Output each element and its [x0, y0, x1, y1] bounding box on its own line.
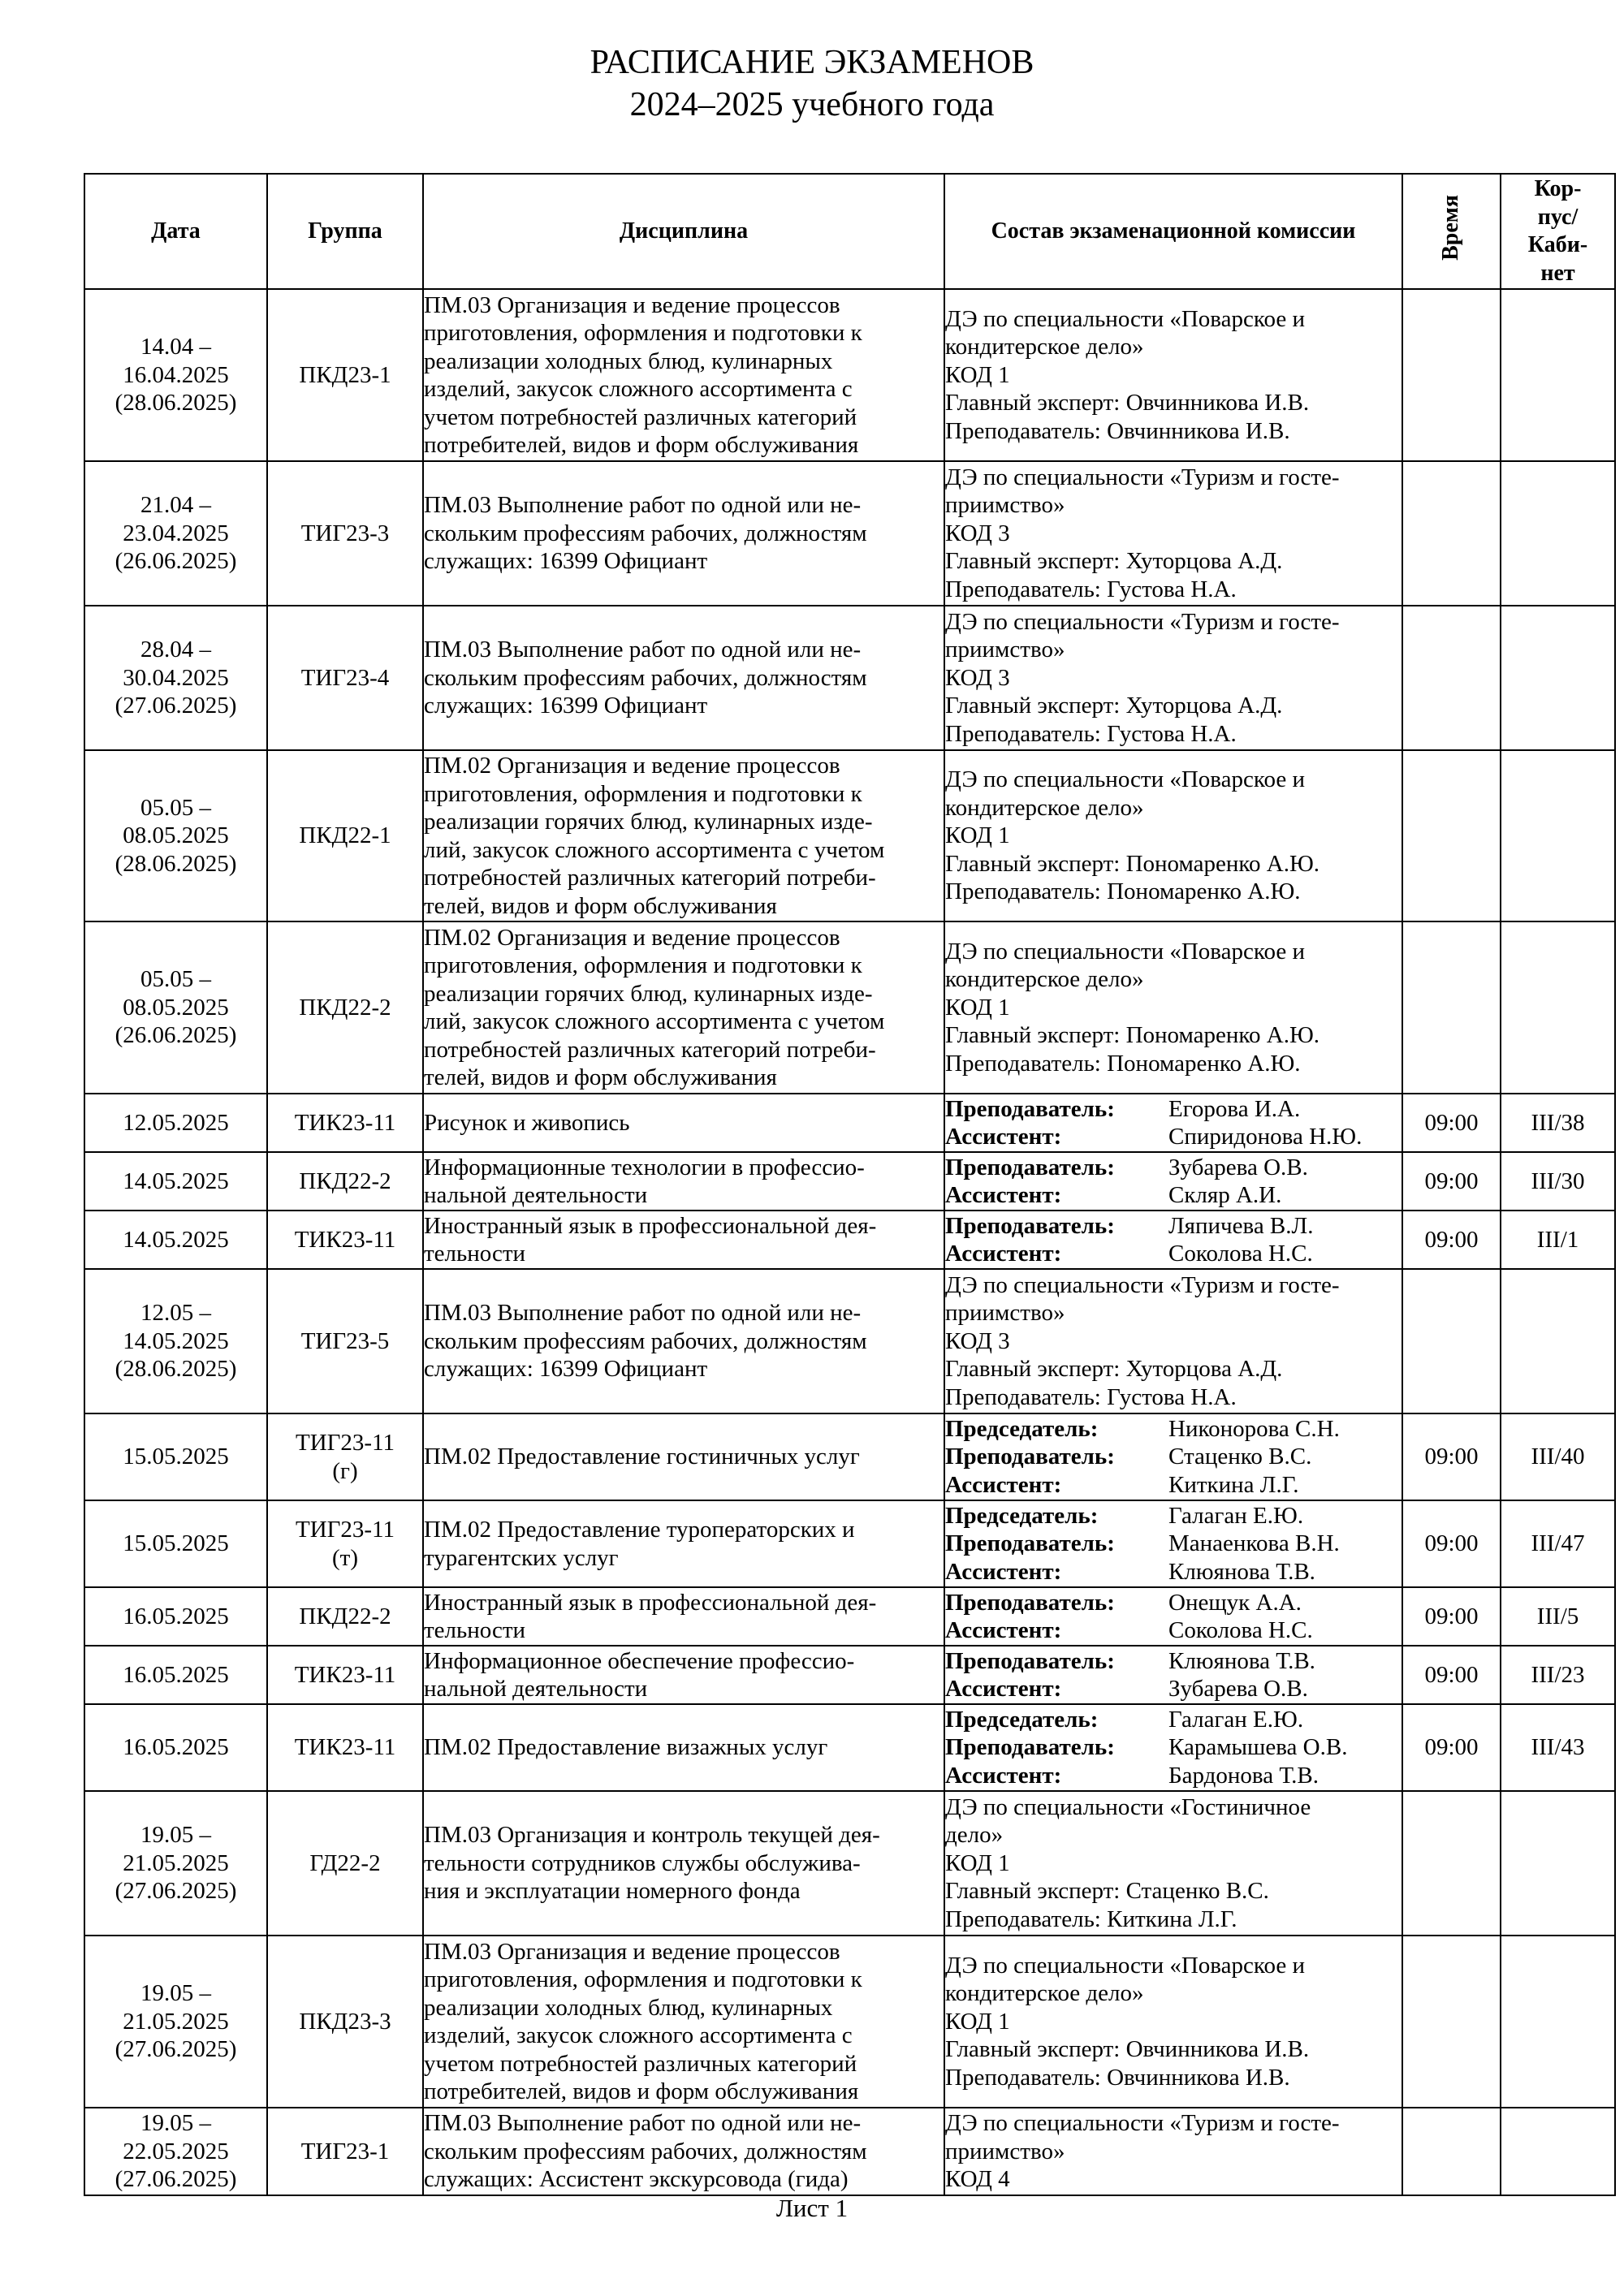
cell-group: ПКД22-2 — [267, 921, 423, 1094]
cell-time: 09:00 — [1402, 1413, 1501, 1500]
cell-time: 09:00 — [1402, 1587, 1501, 1646]
cell-group: ТИГ23-3 — [267, 461, 423, 606]
cell-commission — [944, 1500, 1402, 1587]
cell-time: 09:00 — [1402, 1211, 1501, 1269]
cell-time: 09:00 — [1402, 1094, 1501, 1152]
cell-date: 14.04 – 16.04.2025 (28.06.2025) — [84, 289, 267, 461]
member-name: Карамышева О.В. — [1168, 1734, 1348, 1761]
cell-date: 21.04 – 23.04.2025 (26.06.2025) — [84, 461, 267, 606]
member-role: Преподаватель: — [945, 1154, 1115, 1180]
cell-commission — [944, 1704, 1402, 1791]
cell-discipline: Информационные технологии в профессио- нальной деятельности — [423, 1152, 944, 1211]
cell-room — [1501, 461, 1615, 606]
cell-room — [1501, 1269, 1615, 1413]
commission-member — [945, 1675, 1402, 1703]
member-role: Председатель: — [945, 1502, 1099, 1529]
cell-discipline: ПМ.03 Выполнение работ по одной или не- скольким профессиям рабочих, должностям служащих: 16399 Официант — [423, 1269, 944, 1413]
cell-room: III/38 — [1501, 1094, 1615, 1152]
member-name: Ляпичева В.Л. — [1168, 1212, 1314, 1239]
commission-member — [945, 1415, 1402, 1444]
cell-group: ТИГ23-11 (т) — [267, 1500, 423, 1587]
cell-discipline: ПМ.02 Организация и ведение процессов приготовления, оформления и подготовки к реализации горячих блюд, кулинарных изде- лий, закусок сложного ассортимента с учетом потребностей различных категорий потреби- телей, видов и форм обслуживания — [423, 750, 944, 921]
cell-commission — [944, 1413, 1402, 1500]
header-group: Группа — [267, 174, 423, 289]
table-row — [84, 1646, 1615, 1704]
commission-member — [945, 1762, 1402, 1790]
commission-member — [945, 1706, 1402, 1734]
cell-time: 09:00 — [1402, 1646, 1501, 1704]
cell-group: ТИК23-11 — [267, 1094, 423, 1152]
commission-member — [945, 1733, 1402, 1762]
cell-time — [1402, 606, 1501, 750]
member-role: Преподаватель: — [945, 1212, 1115, 1239]
member-name: Соколова Н.С. — [1168, 1241, 1313, 1267]
commission-member — [945, 1589, 1402, 1617]
commission-member — [945, 1154, 1402, 1182]
cell-group: ПКД23-3 — [267, 1936, 423, 2108]
member-name: Клюянова Т.В. — [1168, 1558, 1315, 1585]
cell-group: ТИГ23-1 — [267, 2108, 423, 2195]
cell-discipline: ПМ.03 Выполнение работ по одной или не- скольким профессиям рабочих, должностям служащих: 16399 Официант — [423, 606, 944, 750]
cell-commission — [944, 1587, 1402, 1646]
member-name: Зубарева О.В. — [1168, 1154, 1308, 1180]
member-name: Зубарева О.В. — [1168, 1676, 1308, 1702]
header-discipline: Дисциплина — [423, 174, 944, 289]
table-row — [84, 289, 1615, 461]
member-role: Ассистент: — [945, 1558, 1062, 1585]
commission-member — [945, 1212, 1402, 1241]
cell-date: 05.05 – 08.05.2025 (28.06.2025) — [84, 750, 267, 921]
table-row — [84, 1413, 1615, 1500]
member-name: Скляр А.И. — [1168, 1182, 1282, 1208]
member-role: Преподаватель: — [945, 1734, 1115, 1761]
cell-time — [1402, 289, 1501, 461]
cell-discipline: ПМ.02 Предоставление гостиничных услуг — [423, 1413, 944, 1500]
cell-discipline: ПМ.03 Организация и ведение процессов приготовления, оформления и подготовки к реализации холодных блюд, кулинарных изделий, закусок сложного ассортимента с учетом потребностей различных категорий потребителей, видов и форм обслуживания — [423, 289, 944, 461]
cell-group: ПКД22-2 — [267, 1152, 423, 1211]
member-name: Клюянова Т.В. — [1168, 1647, 1315, 1674]
cell-room: III/47 — [1501, 1500, 1615, 1587]
cell-commission — [944, 1646, 1402, 1704]
cell-commission: ДЭ по специальности «Поварское и кондитерское дело» КОД 1 Главный эксперт: Овчинникова И.В. Преподаватель: Овчинникова И.В. — [944, 289, 1402, 461]
header-date: Дата — [84, 174, 267, 289]
member-name: Соколова Н.С. — [1168, 1617, 1313, 1643]
cell-date: 16.05.2025 — [84, 1646, 267, 1704]
table-row — [84, 1936, 1615, 2108]
member-role: Преподаватель: — [945, 1647, 1115, 1674]
cell-room: III/30 — [1501, 1152, 1615, 1211]
header-time-label: Время — [1438, 194, 1464, 261]
cell-time — [1402, 1791, 1501, 1936]
commission-member — [945, 1558, 1402, 1586]
cell-room — [1501, 921, 1615, 1094]
cell-discipline: ПМ.03 Выполнение работ по одной или не- скольким профессиям рабочих, должностям служащих: Ассистент экскурсовода (гида) — [423, 2108, 944, 2195]
cell-commission: ДЭ по специальности «Поварское и кондитерское дело» КОД 1 Главный эксперт: Овчинникова И.В. Преподаватель: Овчинникова И.В. — [944, 1936, 1402, 2108]
table-row — [84, 1791, 1615, 1936]
cell-date: 16.05.2025 — [84, 1587, 267, 1646]
table-header-row — [84, 174, 1615, 289]
cell-room — [1501, 289, 1615, 461]
cell-room — [1501, 606, 1615, 750]
commission-member — [945, 1530, 1402, 1558]
member-name: Бардонова Т.В. — [1168, 1762, 1320, 1789]
cell-commission: ДЭ по специальности «Туризм и госте- приимство» КОД 3 Главный эксперт: Хуторцова А.Д. Преподаватель: Густова Н.А. — [944, 461, 1402, 606]
cell-group: ГД22-2 — [267, 1791, 423, 1936]
cell-group: ТИК23-11 — [267, 1211, 423, 1269]
table-body — [84, 289, 1615, 2195]
member-role: Преподаватель: — [945, 1589, 1115, 1616]
cell-time: 09:00 — [1402, 1152, 1501, 1211]
cell-group: ТИГ23-5 — [267, 1269, 423, 1413]
member-role: Ассистент: — [945, 1241, 1062, 1267]
cell-date: 15.05.2025 — [84, 1500, 267, 1587]
cell-time — [1402, 1269, 1501, 1413]
cell-date: 19.05 – 22.05.2025 (27.06.2025) — [84, 2108, 267, 2195]
cell-date: 14.05.2025 — [84, 1211, 267, 1269]
cell-group: ТИГ23-11 (г) — [267, 1413, 423, 1500]
table-row — [84, 606, 1615, 750]
cell-group: ПКД22-1 — [267, 750, 423, 921]
cell-time — [1402, 461, 1501, 606]
commission-member — [945, 1616, 1402, 1645]
cell-group: ТИК23-11 — [267, 1646, 423, 1704]
cell-commission: ДЭ по специальности «Гостиничное дело» КОД 1 Главный эксперт: Стаценко В.С. Преподаватель: Киткина Л.Г. — [944, 1791, 1402, 1936]
member-role: Ассистент: — [945, 1676, 1062, 1702]
page-number: Лист 1 — [775, 2194, 849, 2222]
cell-date: 05.05 – 08.05.2025 (26.06.2025) — [84, 921, 267, 1094]
table-row — [84, 1269, 1615, 1413]
page-subtitle: 2024–2025 учебного года — [629, 86, 995, 123]
member-name: Егорова И.А. — [1168, 1095, 1301, 1122]
cell-discipline: ПМ.02 Предоставление туроператорских и турагентских услуг — [423, 1500, 944, 1587]
cell-discipline: Рисунок и живопись — [423, 1094, 944, 1152]
cell-room: III/43 — [1501, 1704, 1615, 1791]
cell-commission — [944, 1211, 1402, 1269]
cell-discipline: ПМ.02 Предоставление визажных услуг — [423, 1704, 944, 1791]
cell-date: 16.05.2025 — [84, 1704, 267, 1791]
header-time — [1402, 174, 1501, 289]
member-role: Преподаватель: — [945, 1444, 1115, 1470]
cell-room — [1501, 1936, 1615, 2108]
cell-date: 28.04 – 30.04.2025 (27.06.2025) — [84, 606, 267, 750]
cell-room: III/5 — [1501, 1587, 1615, 1646]
cell-date: 14.05.2025 — [84, 1152, 267, 1211]
member-role: Председатель: — [945, 1706, 1099, 1733]
cell-time — [1402, 1936, 1501, 2108]
member-role: Ассистент: — [945, 1124, 1062, 1150]
member-role: Ассистент: — [945, 1762, 1062, 1789]
commission-member — [945, 1647, 1402, 1676]
cell-room — [1501, 750, 1615, 921]
member-name: Онещук А.А. — [1168, 1589, 1302, 1616]
cell-room: III/1 — [1501, 1211, 1615, 1269]
commission-member — [945, 1443, 1402, 1471]
cell-commission — [944, 1152, 1402, 1211]
cell-room: III/40 — [1501, 1413, 1615, 1500]
table-row — [84, 2108, 1615, 2195]
cell-commission: ДЭ по специальности «Туризм и госте- приимство» КОД 3 Главный эксперт: Хуторцова А.Д. Преподаватель: Густова Н.А. — [944, 606, 1402, 750]
cell-time — [1402, 2108, 1501, 2195]
cell-discipline: ПМ.03 Организация и контроль текущей дея- тельности сотрудников службы обслужива- ния и эксплуатации номерного фонда — [423, 1791, 944, 1936]
member-name: Галаган Е.Ю. — [1168, 1502, 1304, 1529]
cell-discipline: ПМ.03 Организация и ведение процессов приготовления, оформления и подготовки к реализации холодных блюд, кулинарных изделий, закусок сложного ассортимента с учетом потребностей различных категорий потребителей, видов и форм обслуживания — [423, 1936, 944, 2108]
cell-discipline: Иностранный язык в профессиональной дея- тельности — [423, 1587, 944, 1646]
commission-member — [945, 1181, 1402, 1210]
cell-discipline: Иностранный язык в профессиональной дея- тельности — [423, 1211, 944, 1269]
cell-time: 09:00 — [1402, 1500, 1501, 1587]
cell-group: ПКД23-1 — [267, 289, 423, 461]
cell-group: ТИГ23-4 — [267, 606, 423, 750]
exam-schedule-table — [84, 173, 1616, 2196]
commission-member — [945, 1240, 1402, 1268]
commission-member — [945, 1502, 1402, 1530]
cell-group: ТИК23-11 — [267, 1704, 423, 1791]
member-role: Ассистент: — [945, 1471, 1062, 1498]
cell-room: III/23 — [1501, 1646, 1615, 1704]
member-name: Киткина Л.Г. — [1168, 1471, 1299, 1498]
cell-date: 19.05 – 21.05.2025 (27.06.2025) — [84, 1936, 267, 2108]
cell-time — [1402, 750, 1501, 921]
member-name: Стаценко В.С. — [1168, 1444, 1312, 1470]
cell-commission: ДЭ по специальности «Туризм и госте- приимство» КОД 4 — [944, 2108, 1402, 2195]
cell-time: 09:00 — [1402, 1704, 1501, 1791]
member-role: Преподаватель: — [945, 1095, 1115, 1122]
table-row — [84, 921, 1615, 1094]
cell-group: ПКД22-2 — [267, 1587, 423, 1646]
table-row — [84, 1704, 1615, 1791]
member-name: Никонорова С.Н. — [1168, 1415, 1340, 1442]
cell-date: 15.05.2025 — [84, 1413, 267, 1500]
cell-room — [1501, 1791, 1615, 1936]
table-row — [84, 1211, 1615, 1269]
member-role: Председатель: — [945, 1415, 1099, 1442]
cell-discipline: ПМ.02 Организация и ведение процессов приготовления, оформления и подготовки к реализации горячих блюд, кулинарных изде- лий, закусок сложного ассортимента с учетом потребностей различных категорий потреби- телей, видов и форм обслуживания — [423, 921, 944, 1094]
page-title: РАСПИСАНИЕ ЭКЗАМЕНОВ — [590, 44, 1034, 81]
cell-discipline: Информационное обеспечение профессио- нальной деятельности — [423, 1646, 944, 1704]
member-name: Галаган Е.Ю. — [1168, 1706, 1304, 1733]
member-role: Ассистент: — [945, 1182, 1062, 1208]
cell-date: 12.05.2025 — [84, 1094, 267, 1152]
commission-member — [945, 1471, 1402, 1500]
member-name: Манаенкова В.Н. — [1168, 1530, 1340, 1557]
cell-commission: ДЭ по специальности «Туризм и госте- приимство» КОД 3 Главный эксперт: Хуторцова А.Д. Преподаватель: Густова Н.А. — [944, 1269, 1402, 1413]
cell-commission: ДЭ по специальности «Поварское и кондитерское дело» КОД 1 Главный эксперт: Пономаренко А.Ю. Преподаватель: Пономаренко А.Ю. — [944, 921, 1402, 1094]
cell-commission: ДЭ по специальности «Поварское и кондитерское дело» КОД 1 Главный эксперт: Пономаренко А.Ю. Преподаватель: Пономаренко А.Ю. — [944, 750, 1402, 921]
cell-room — [1501, 2108, 1615, 2195]
member-role: Ассистент: — [945, 1617, 1062, 1643]
table-row — [84, 1587, 1615, 1646]
cell-date: 12.05 – 14.05.2025 (28.06.2025) — [84, 1269, 267, 1413]
header-room: Кор- пус/ Каби- нет — [1501, 174, 1615, 289]
table-row — [84, 750, 1615, 921]
commission-member — [945, 1095, 1402, 1124]
cell-discipline: ПМ.03 Выполнение работ по одной или не- скольким профессиям рабочих, должностям служащих: 16399 Официант — [423, 461, 944, 606]
header-commission: Состав экзаменационной комиссии — [944, 174, 1402, 289]
cell-commission — [944, 1094, 1402, 1152]
cell-date: 19.05 – 21.05.2025 (27.06.2025) — [84, 1791, 267, 1936]
table-row — [84, 1500, 1615, 1587]
cell-time — [1402, 921, 1501, 1094]
member-role: Преподаватель: — [945, 1530, 1115, 1557]
table-row — [84, 1152, 1615, 1211]
commission-member — [945, 1123, 1402, 1151]
member-name: Спиридонова Н.Ю. — [1168, 1124, 1363, 1150]
table-row — [84, 1094, 1615, 1152]
table-row — [84, 461, 1615, 606]
